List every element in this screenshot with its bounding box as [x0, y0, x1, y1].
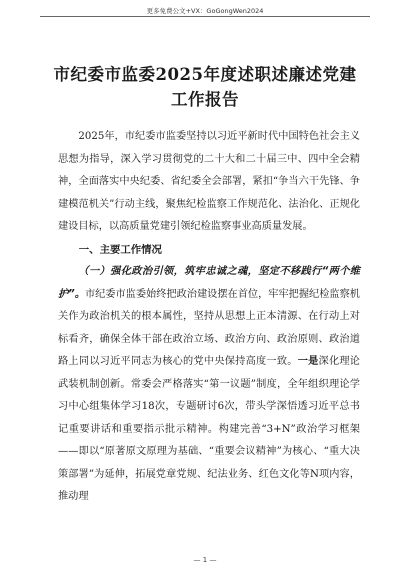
document-title: [40, 62, 370, 112]
header-note: 更多免费公文+VX：GoGongWen2024: [146, 7, 264, 15]
intro-paragraph: 2025年，市纪委市监委坚持以习近平新时代中国特色社会主义思想为指导，深入学习贯彻党的二十大和二十届三中、四中全会精神，全面落实中央纪委、省纪委全会部署，紧扣“争当六干先锋、争建模范机关”行动主线，聚焦纪检监察工作规范化、法治化、正规化建设目标，以高质量党建引领纪检监察事业高质量发展。: [58, 131, 360, 232]
subsection-text: 市纪委市监委始终把政治建设摆在首位，牢牢把握纪检监察机关作为政治机关的根本属性，坚持从思想上正本清源、在行动上对标看齐，确保全体干部在政治立场、政治方向、政治原则、政治道路上同以习近平同志为核心的党中央保持高度一致。: [58, 288, 360, 367]
header-divider: [40, 16, 370, 17]
page-number: — 1 —: [193, 556, 217, 564]
subsection-paragraph: [58, 261, 360, 509]
subsection-heading: （一）强化政治引领，筑牢忠诚之魂，坚定不移践行“两个维护”。: [58, 266, 360, 300]
document-body: [58, 126, 360, 509]
point-text: 深化理论武装机制创新。常委会严格落实“第一议题”制度，全年组织理论学习中心组集体学习18次，专题研讨6次，带头学深悟透习近平总书记重要讲话和重要指示批示精神。构建完善“3+N”政治学习框架——即以“原著原文原理为基础、“重要会议精神”为核心、“重大决策部署”为延伸，拓展党章党规、纪法业务、红色文化等N项内容，推动理: [58, 356, 360, 502]
title-line-2: 工作报告: [171, 90, 239, 109]
section-heading: 一、主要工作情况: [78, 243, 162, 256]
point-lead: 一是: [297, 356, 319, 367]
title-line-1: 市纪委市监委2025年度述职述廉述党建: [53, 65, 357, 84]
